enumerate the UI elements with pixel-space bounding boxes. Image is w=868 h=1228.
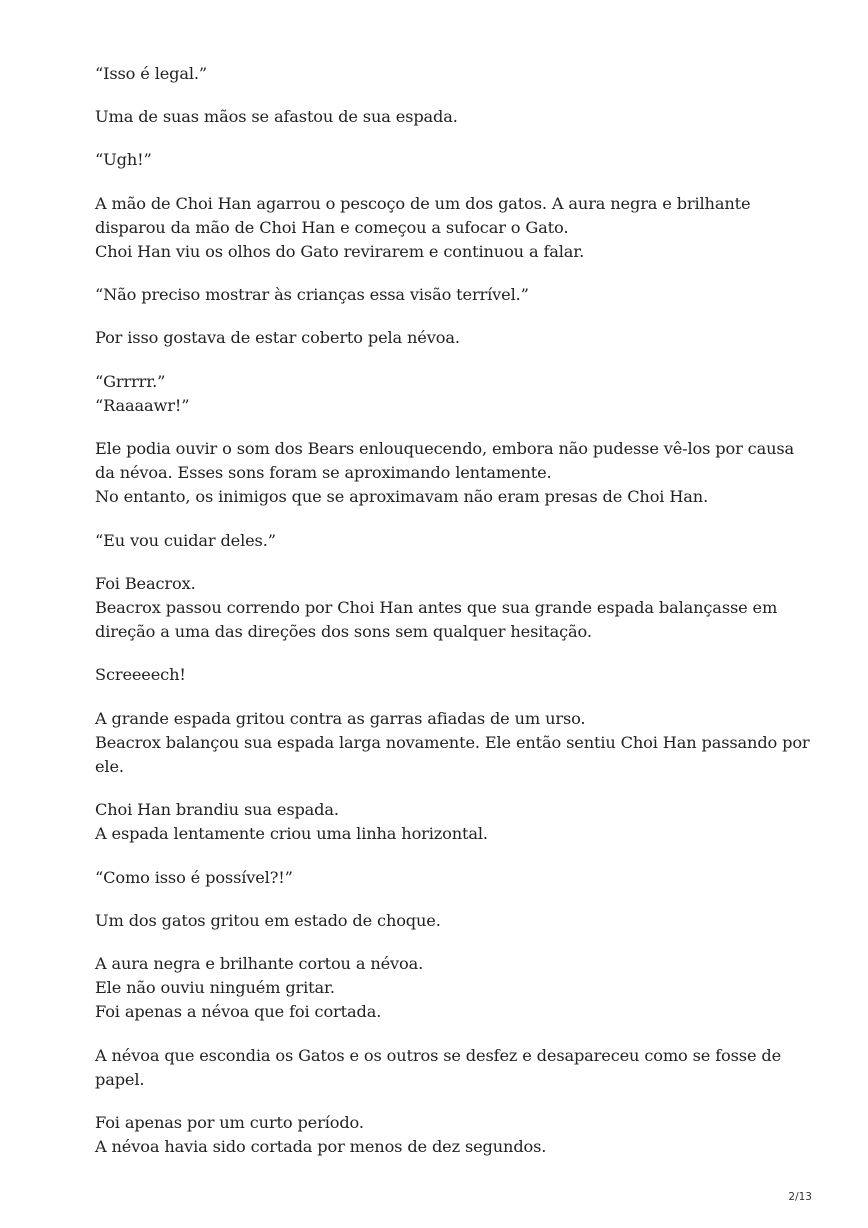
paragraph — [95, 437, 795, 510]
text-line: “Isso é legal.” — [95, 64, 208, 83]
text-line: Choi Han viu os olhos do Gato revirarem e continuou a falar. — [95, 242, 585, 262]
paragraph — [95, 326, 795, 350]
paragraph — [95, 105, 795, 129]
paragraph — [95, 798, 795, 846]
text-line: A espada lentamente criou uma linha horizontal. — [95, 824, 488, 844]
text-line: Beacrox passou correndo por Choi Han antes que sua grande espada balançasse em — [95, 598, 778, 618]
text-line: A mão de Choi Han agarrou o pescoço de um dos gatos. A aura negra e brilhante — [95, 193, 751, 213]
text-line: “Raaaawr!” — [95, 395, 190, 415]
text-line: A grande espada gritou contra as garras afiadas de um urso. — [95, 708, 586, 728]
paragraph — [95, 62, 795, 86]
paragraph — [95, 866, 795, 890]
text-line: “Ugh!” — [95, 150, 152, 170]
page-number: 2/13 — [788, 1191, 812, 1203]
text-line: Foi apenas a névoa que foi cortada. — [95, 1002, 382, 1022]
document-body — [95, 62, 810, 1179]
text-line: da névoa. Esses sons foram se aproximando lentamente. — [95, 463, 552, 483]
paragraph — [95, 572, 795, 645]
paragraph — [95, 952, 795, 1025]
paragraph — [95, 529, 795, 553]
text-line: disparou da mão de Choi Han e começou a sufocar o Gato. — [95, 217, 569, 237]
text-line: Screeeech! — [95, 665, 186, 685]
text-line: Um dos gatos gritou em estado de choque. — [95, 910, 441, 930]
text-line: Uma de suas mãos se afastou de sua espada. — [95, 107, 458, 127]
text-line: “Eu vou cuidar deles.” — [95, 530, 276, 550]
text-line: “Como isso é possível?!” — [95, 867, 293, 887]
text-line: A aura negra e brilhante cortou a névoa. — [95, 954, 424, 974]
text-line: Ele podia ouvir o som dos Bears enlouquecendo, embora não pudesse vê-los por causa — [95, 439, 795, 459]
paragraph — [95, 1044, 795, 1092]
paragraph — [95, 192, 795, 265]
text-line: Choi Han brandiu sua espada. — [95, 800, 339, 820]
text-line: No entanto, os inimigos que se aproximavam não eram presas de Choi Han. — [95, 487, 709, 507]
paragraph — [95, 148, 795, 172]
paragraph — [95, 1111, 795, 1159]
paragraph — [95, 663, 795, 687]
text-line: ele. — [95, 757, 124, 777]
text-line: “Não preciso mostrar às crianças essa visão terrível.” — [95, 285, 529, 305]
text-line: Por isso gostava de estar coberto pela névoa. — [95, 328, 460, 348]
paragraph — [95, 283, 795, 307]
paragraph — [95, 707, 810, 780]
text-line: Ele não ouviu ninguém gritar. — [95, 978, 335, 998]
text-line: Beacrox balançou sua espada larga novamente. Ele então sentiu Choi Han passando por — [95, 732, 810, 752]
text-line: “Grrrrr.” — [95, 371, 166, 391]
text-line: Foi apenas por um curto período. — [95, 1113, 364, 1133]
text-line: papel. — [95, 1069, 145, 1089]
paragraph — [95, 909, 795, 933]
text-line: direção a uma das direções dos sons sem qualquer hesitação. — [95, 622, 592, 642]
paragraph — [95, 370, 795, 418]
text-line: Foi Beacrox. — [95, 573, 196, 593]
text-line: A névoa que escondia os Gatos e os outros se desfez e desapareceu como se fosse de — [95, 1045, 782, 1065]
text-line: A névoa havia sido cortada por menos de dez segundos. — [95, 1137, 547, 1157]
